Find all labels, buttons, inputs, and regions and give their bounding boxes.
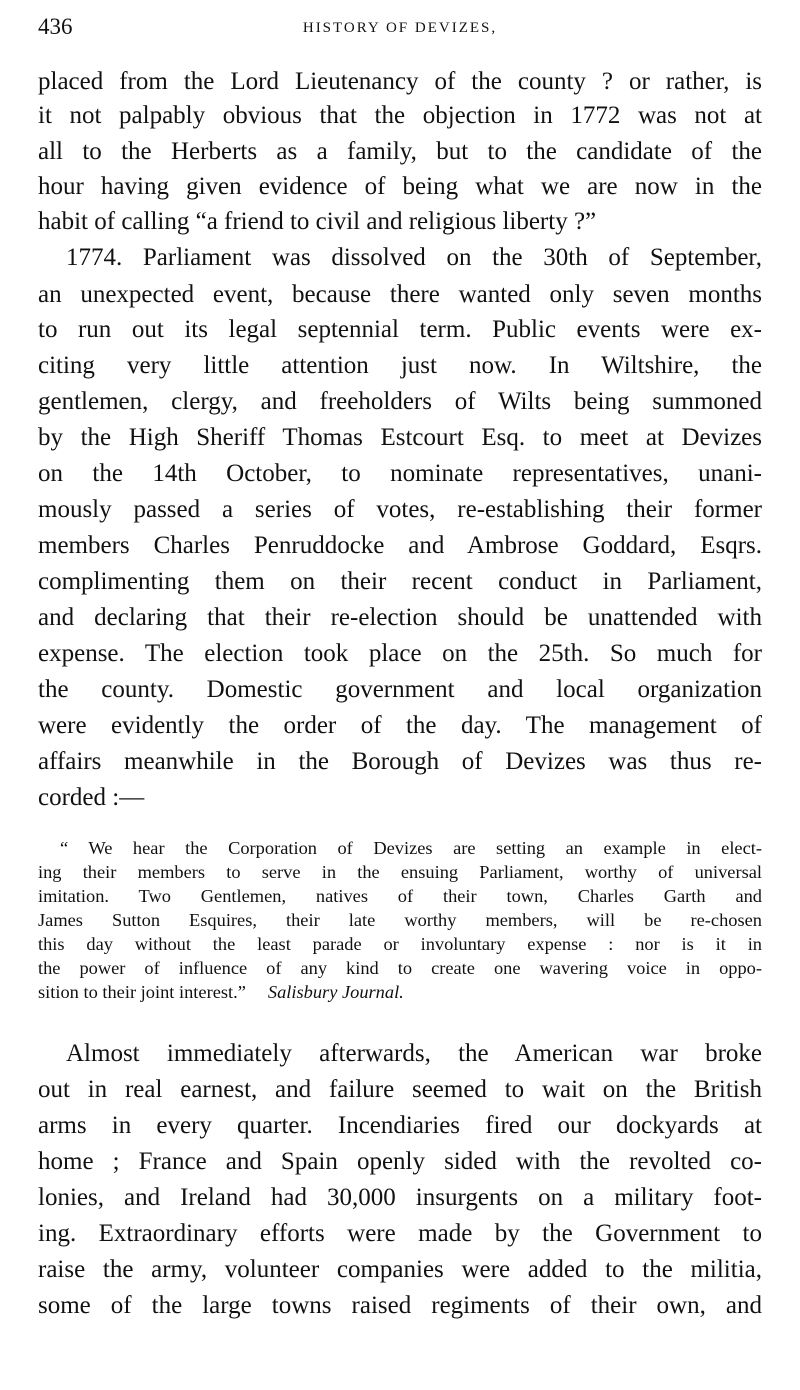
running-head: HISTORY OF DEVIZES, [302, 20, 498, 36]
text-line: were evidently the order of the day. The management of [38, 712, 762, 739]
quote-source: Salisbury Journal. [267, 982, 404, 1002]
text-line: 1774. Parliament was dissolved on the 30th of September, [66, 244, 762, 271]
text-line: the county. Domestic government and local organization [38, 676, 762, 703]
text-line: gentlemen, clergy, and freeholders of Wilts being summoned [38, 388, 762, 415]
quote-line: this day without the least parade or involuntary expense : nor is it in [38, 934, 762, 954]
quote-line: imitation. Two Gentlemen, natives of their town, Charles Garth and [38, 886, 762, 906]
text-line: it not palpably obvious that the objection in 1772 was not at [38, 102, 762, 129]
text-line: habit of calling “a friend to civil and religious liberty ?” [38, 208, 597, 235]
quote-line: “ We hear the Corporation of Devizes are setting an example in elect- [60, 838, 762, 858]
text-line: on the 14th October, to nominate representatives, unani- [38, 460, 762, 487]
text-line: to run out its legal septennial term. Public events were ex- [38, 316, 762, 343]
text-line: mously passed a series of votes, re-establishing their former [38, 496, 762, 523]
text-line: citing very little attention just now. In Wiltshire, the [38, 352, 762, 379]
text-line: complimenting them on their recent conduct in Parliament, [38, 568, 762, 595]
text-line: placed from the Lord Lieutenancy of the county ? or rather, is [38, 68, 762, 95]
text-line: arms in every quarter. Incendiaries fired our dockyards at [38, 1112, 762, 1139]
quote-line [38, 980, 762, 1004]
text-line: an unexpected event, because there wanted only seven months [38, 281, 762, 308]
text-line: lonies, and Ireland had 30,000 insurgents on a military foot- [38, 1184, 762, 1211]
page-number: 436 [38, 14, 73, 39]
text-line: corded :— [38, 784, 145, 811]
text-line: affairs meanwhile in the Borough of Devizes was thus re- [38, 748, 762, 775]
text-line: expense. The election took place on the 25th. So much for [38, 640, 762, 667]
text-line: home ; France and Spain openly sided with the revolted co- [38, 1148, 762, 1175]
text-line: members Charles Penruddocke and Ambrose Goddard, Esqrs. [38, 532, 762, 559]
page-header [38, 14, 762, 44]
quote-line: the power of influence of any kind to create one wavering voice in oppo- [38, 958, 762, 978]
quote-line: ing their members to serve in the ensuing Parliament, worthy of universal [38, 862, 762, 882]
text-line: and declaring that their re-election should be unattended with [38, 604, 762, 631]
text-line: raise the army, volunteer companies were added to the militia, [38, 1256, 762, 1283]
text-line: all to the Herberts as a family, but to the candidate of the [38, 138, 762, 165]
quote-line: James Sutton Esquires, their late worthy members, will be re-chosen [38, 910, 762, 930]
text-line: Almost immediately afterwards, the American war broke [66, 1040, 762, 1067]
text-line: some of the large towns raised regiments of their own, and [38, 1292, 762, 1319]
text-line: out in real earnest, and failure seemed to wait on the British [38, 1076, 762, 1103]
quote-text: sition to their joint interest.” [38, 982, 246, 1002]
text-line: by the High Sheriff Thomas Estcourt Esq. to meet at Devizes [38, 424, 762, 451]
text-line: ing. Extraordinary efforts were made by the Government to [38, 1220, 762, 1247]
text-line: hour having given evidence of being what we are now in the [38, 173, 762, 200]
